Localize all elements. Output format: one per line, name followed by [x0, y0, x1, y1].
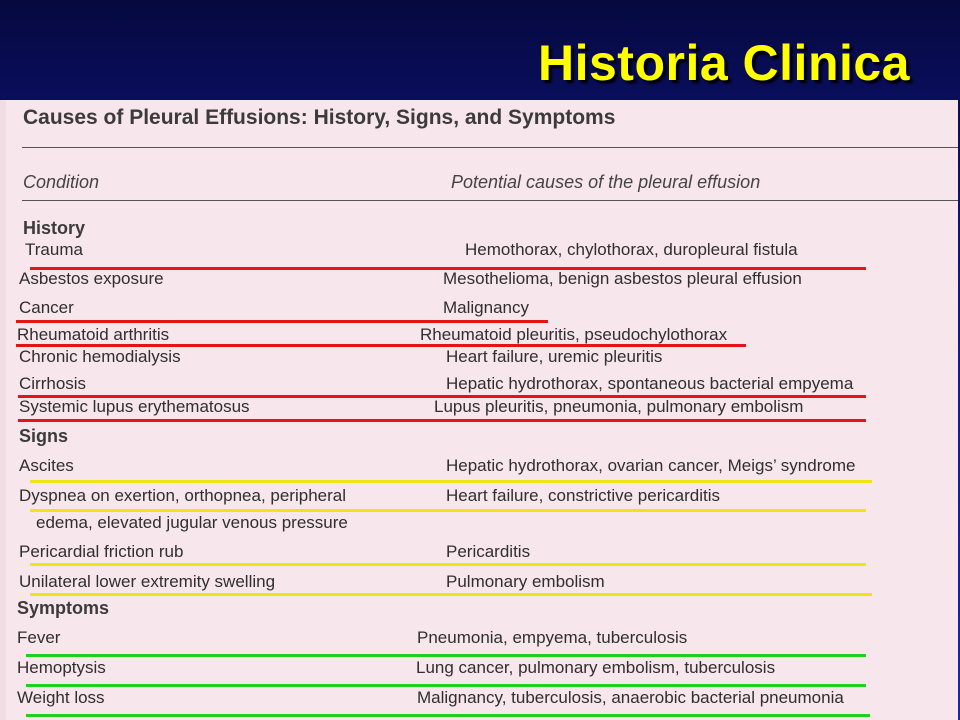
- table-heading: Causes of Pleural Effusions: History, Signs, and Symptoms: [23, 106, 616, 129]
- signs-condition-swelling: Unilateral lower extremity swelling: [19, 572, 276, 591]
- history-condition-asbestos: Asbestos exposure: [19, 269, 164, 288]
- signs-causes-friction-rub: Pericarditis: [446, 542, 531, 561]
- signs-causes-dyspnea: Heart failure, constrictive pericarditis: [446, 486, 720, 505]
- signs-condition-friction-rub: Pericardial friction rub: [19, 542, 184, 561]
- history-causes-asbestos: Mesothelioma, benign asbestos pleural effusion: [443, 269, 802, 288]
- signs-condition-dyspnea: Dyspnea on exertion, orthopnea, peripheral: [19, 486, 346, 505]
- section-signs: Signs: [19, 426, 69, 446]
- yellow-underline: [30, 509, 866, 512]
- signs-condition-ascites: Ascites: [19, 456, 74, 475]
- symptoms-condition-weight-loss: Weight loss: [17, 688, 105, 707]
- history-causes-cancer: Malignancy: [443, 298, 529, 317]
- yellow-underline: [30, 480, 872, 483]
- column-header-causes: Potential causes of the pleural effusion: [451, 172, 761, 192]
- history-condition-ra: Rheumatoid arthritis: [17, 325, 170, 344]
- red-underline: [18, 419, 866, 422]
- history-causes-cirrhosis: Hepatic hydrothorax, spontaneous bacterial empyema: [446, 374, 854, 393]
- symptoms-condition-hemoptysis: Hemoptysis: [17, 658, 106, 677]
- history-causes-sle: Lupus pleuritis, pneumonia, pulmonary embolism: [434, 397, 804, 416]
- green-underline: [26, 654, 866, 657]
- history-condition-cancer: Cancer: [19, 298, 74, 317]
- symptoms-causes-fever: Pneumonia, empyema, tuberculosis: [417, 628, 688, 647]
- yellow-underline: [30, 563, 866, 566]
- column-header-condition: Condition: [23, 172, 100, 192]
- section-symptoms: Symptoms: [17, 598, 110, 618]
- signs-condition-dyspnea-cont: edema, elevated jugular venous pressure: [36, 513, 348, 532]
- symptoms-causes-weight-loss: Malignancy, tuberculosis, anaerobic bacterial pneumonia: [417, 688, 844, 707]
- signs-causes-swelling: Pulmonary embolism: [446, 572, 605, 591]
- paper-edge: [0, 100, 6, 720]
- heading-rule: [22, 147, 958, 148]
- slide-title: Historia Clinica: [538, 35, 910, 91]
- history-causes-trauma: Hemothorax, chylothorax, duropleural fistula: [465, 240, 798, 259]
- history-condition-cirrhosis: Cirrhosis: [19, 374, 87, 393]
- symptoms-condition-fever: Fever: [17, 628, 61, 647]
- yellow-underline: [30, 593, 872, 596]
- red-underline: [16, 320, 548, 323]
- history-condition-hemodialysis: Chronic hemodialysis: [19, 347, 181, 366]
- green-underline: [26, 684, 866, 687]
- signs-causes-ascites: Hepatic hydrothorax, ovarian cancer, Meigs’ syndrome: [446, 456, 856, 475]
- history-condition-sle: Systemic lupus erythematosus: [19, 397, 250, 416]
- history-causes-hemodialysis: Heart failure, uremic pleuritis: [446, 347, 663, 366]
- green-underline: [26, 714, 870, 717]
- section-history: History: [23, 218, 86, 238]
- symptoms-causes-hemoptysis: Lung cancer, pulmonary embolism, tuberculosis: [416, 658, 776, 677]
- history-causes-ra: Rheumatoid pleuritis, pseudochylothorax: [420, 325, 728, 344]
- history-condition-trauma: Trauma: [25, 240, 83, 259]
- column-header-rule: [22, 200, 958, 201]
